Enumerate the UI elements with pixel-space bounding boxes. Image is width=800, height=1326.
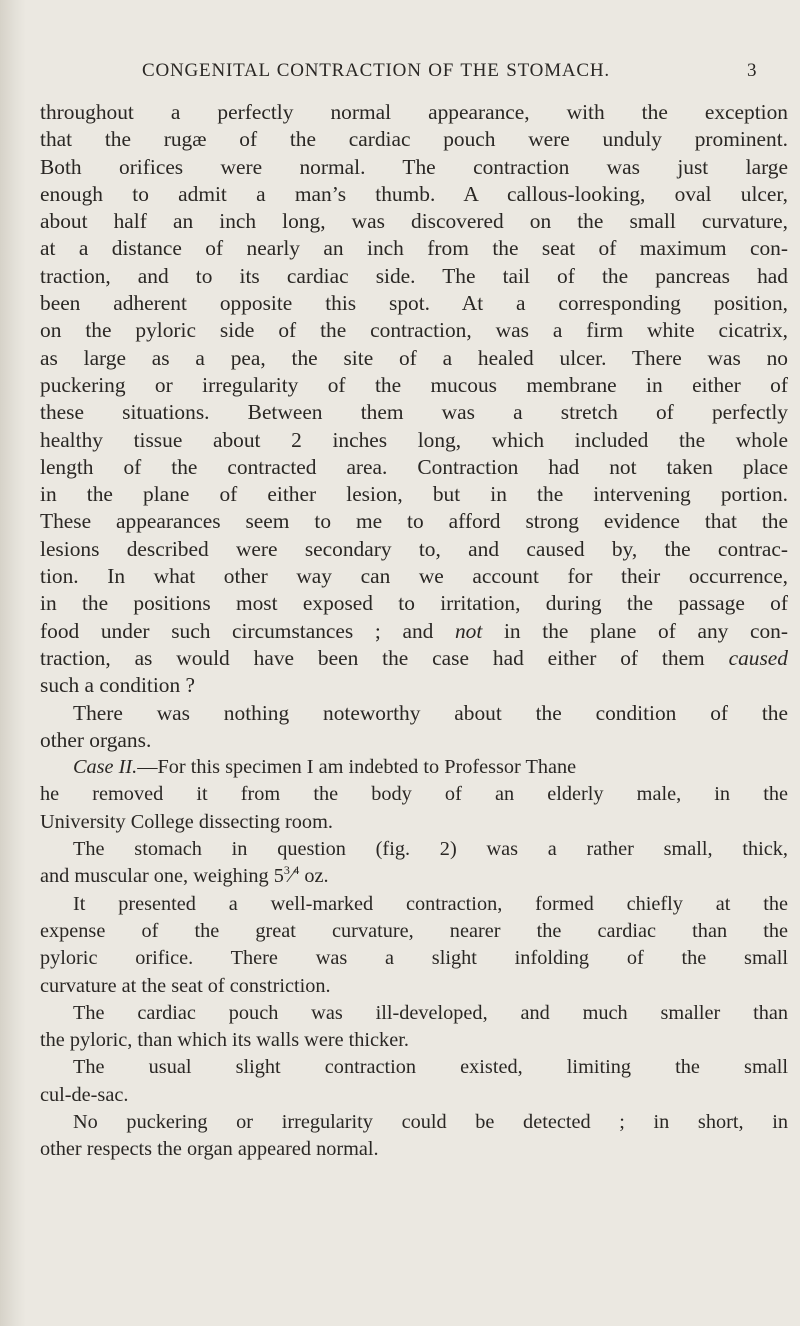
- text-line: enough to admit a man’s thumb. A callous-looking, oval ulcer,: [40, 181, 788, 206]
- text-line: No puckering or irregularity could be detected ; in short, in: [73, 1110, 788, 1133]
- text-line: [40, 863, 788, 890]
- text-line: length of the contracted area. Contraction had not taken place: [40, 454, 788, 479]
- text-line: pyloric orifice. There was a slight infolding of the small: [40, 947, 788, 970]
- text-line: The stomach in question (fig. 2) was a rather small, thick,: [73, 838, 788, 861]
- text-line: other respects the organ appeared normal.: [40, 1138, 379, 1161]
- text-line: such a condition ?: [40, 673, 196, 698]
- page-header-title: CONGENITAL CONTRACTION OF THE STOMACH.: [142, 60, 610, 81]
- text-line: [40, 645, 788, 672]
- text-line: curvature at the seat of constriction.: [40, 974, 331, 997]
- text-line: at a distance of nearly an inch from the seat of maximum con-: [40, 236, 788, 261]
- text-segment: —For this specimen I am indebted to Professor Thane: [137, 756, 577, 779]
- italic-text: not: [454, 618, 483, 643]
- text-line: [40, 754, 788, 781]
- text-line: [40, 618, 788, 645]
- text-segment: in the plane of any con-: [482, 618, 788, 643]
- page-gutter-shadow: [0, 0, 26, 1326]
- text-line: University College dissecting room.: [40, 810, 333, 833]
- text-line: lesions described were secondary to, and caused by, the contrac-: [40, 536, 788, 561]
- text-line: throughout a perfectly normal appearance, with the exception: [40, 100, 788, 124]
- text-line: The usual slight contraction existed, limiting the small: [73, 1056, 788, 1079]
- fraction-part: 3: [283, 863, 290, 878]
- italic-text: Case II.: [73, 756, 138, 779]
- text-line: traction, and to its cardiac side. The tail of the pancreas had: [40, 263, 788, 288]
- fraction-part: 4: [293, 863, 300, 878]
- text-line: tion. In what other way can we account for their occurrence,: [40, 564, 788, 589]
- text-line: healthy tissue about 2 inches long, which included the whole: [40, 427, 788, 452]
- text-line: these situations. Between them was a stretch of perfectly: [40, 400, 788, 425]
- italic-text: caused: [728, 645, 788, 670]
- text-segment: and muscular one, weighing 5: [40, 865, 284, 888]
- text-line: expense of the great curvature, nearer the cardiac than the: [40, 919, 788, 942]
- text-segment: food under such circumstances ; and: [40, 618, 455, 643]
- page-number: 3: [747, 60, 757, 81]
- text-line: the pyloric, than which its walls were thicker.: [40, 1029, 409, 1052]
- text-line: on the pyloric side of the contraction, was a firm white cicatrix,: [40, 318, 788, 343]
- text-line: The cardiac pouch was ill-developed, and much smaller than: [73, 1001, 788, 1024]
- text-line: in the plane of either lesion, but in the intervening portion.: [40, 482, 788, 507]
- text-line: There was nothing noteworthy about the condition of the: [73, 700, 788, 725]
- text-line: in the positions most exposed to irritation, during the passage of: [40, 591, 788, 616]
- text-line: puckering or irregularity of the mucous membrane in either of: [40, 372, 788, 397]
- text-segment: oz.: [299, 865, 329, 888]
- text-segment: ⁄: [289, 865, 294, 888]
- body-text: [40, 99, 788, 1164]
- text-line: that the rugæ of the cardiac pouch were unduly prominent.: [40, 127, 788, 152]
- text-line: These appearances seem to me to afford strong evidence that the: [40, 509, 788, 534]
- text-line: been adherent opposite this spot. At a corresponding position,: [40, 291, 788, 316]
- text-line: It presented a well-marked contraction, formed chiefly at the: [73, 892, 788, 915]
- text-line: cul-de-sac.: [40, 1083, 129, 1106]
- text-line: he removed it from the body of an elderly male, in the: [40, 783, 788, 806]
- running-head: [0, 60, 800, 84]
- text-line: as large as a pea, the site of a healed ulcer. There was no: [40, 345, 788, 370]
- text-line: about half an inch long, was discovered on the small curvature,: [40, 209, 788, 234]
- text-line: other organs.: [40, 727, 152, 752]
- text-line: Both orifices were normal. The contraction was just large: [40, 154, 788, 179]
- text-segment: traction, as would have been the case had either of them: [40, 645, 729, 670]
